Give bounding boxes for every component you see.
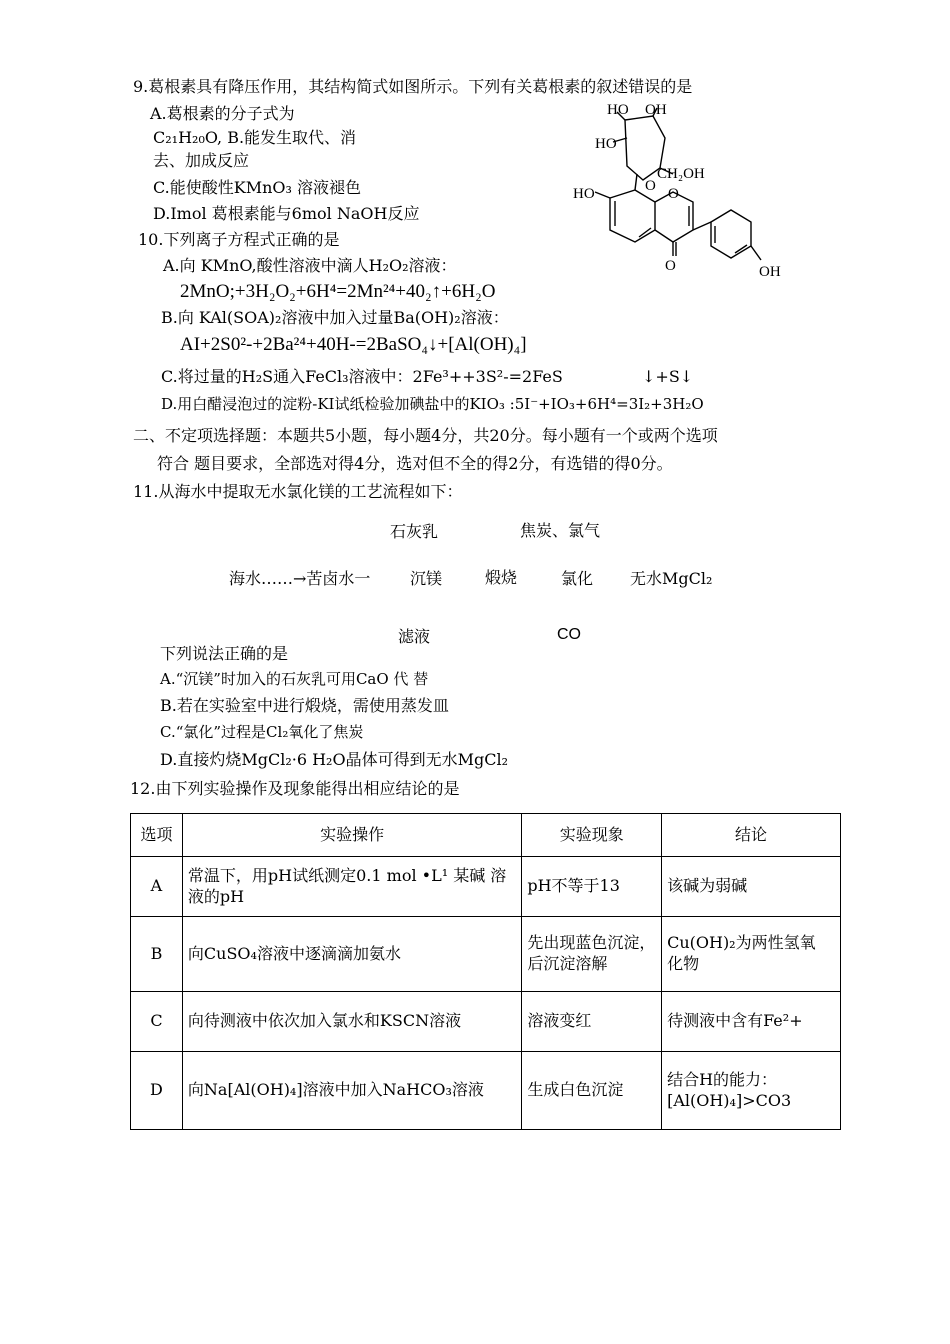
row-operation: 向待测液中依次加入氯水和KSCN溶液 (182, 992, 521, 1052)
table-row (131, 992, 841, 1052)
q9-option-a-line1: A.葛根素的分子式为 (150, 104, 295, 123)
q9-option-a-line2: C₂₁H₂₀O, B.能发生取代、消 (153, 128, 357, 147)
flow-step-calcine: 煅烧 (485, 570, 518, 587)
row-operation: 常温下，用pH试纸测定0.1 mol •L¹ 某碱 溶液的pH (182, 857, 521, 917)
row-option: D (131, 1052, 183, 1130)
mol-oh-phenyl: OH (759, 264, 781, 280)
q11-stem: 11.从海水中提取无水氯化镁的工艺流程如下： (133, 482, 463, 501)
q12-stem: 12.由下列实验操作及现象能得出相应结论的是 (130, 779, 460, 798)
mol-ho-2: HO (595, 136, 617, 152)
mol-ho-3: HO (573, 186, 595, 202)
q10-stem: 10.下列离子方程式正确的是 (138, 230, 340, 249)
q11-prompt: 下列说法正确的是 (160, 644, 289, 663)
q10-option-c: C.将过量的H₂S通入FeCl₃溶液中：2Fe³++3S²-=2FeS (161, 367, 563, 386)
q9-option-d: D.Imol 葛根素能与6mol NaOH反应 (153, 204, 420, 223)
benzene-ring-a (610, 190, 655, 242)
q10-option-d: D.用白醋浸泡过的淀粉-KI试纸检验加碘盐中的KIO₃ :5I⁻+IO₃+6H⁴=3I₂+3H₂O (161, 395, 704, 413)
flow-step-seawater: 海水……→苦卤水一 (229, 569, 371, 588)
table-header-row (131, 814, 841, 857)
header-operation: 实验操作 (182, 814, 521, 857)
q11-option-b: B.若在实验室中进行煅烧，需使用蒸发皿 (160, 696, 449, 715)
q11-option-a: A.“沉镁”时加入的石灰乳可用CaO 代 替 (160, 670, 429, 688)
row-phenomenon: 生成白色沉淀 (522, 1052, 662, 1130)
q11-option-d: D.直接灼烧MgCl₂·6 H₂O晶体可得到无水MgCl₂ (160, 750, 508, 769)
row-phenomenon: pH不等于13 (522, 857, 662, 917)
q9-option-b-line2: 去、加成反应 (153, 151, 250, 170)
header-conclusion: 结论 (662, 814, 841, 857)
q10-option-c-tail: ↓+S↓ (642, 367, 694, 386)
row-option: B (131, 917, 183, 992)
section2-instructions-line2: 符合 题目要求，全部选对得4分，选对但不全的得2分，有选错的得0分。 (157, 454, 673, 473)
row-phenomenon: 溶液变红 (522, 992, 662, 1052)
mol-oh-1: OH (645, 102, 667, 118)
flow-step-anhydrous-mgcl2: 无水MgCl₂ (630, 569, 713, 588)
flow-step-chlorinate: 氯化 (561, 569, 594, 588)
q10-option-a: A.向 KMnO,酸性溶液中滴人H₂O₂溶液： (163, 256, 457, 275)
flow-reagent-coke-chlorine: 焦炭、氯气 (520, 521, 601, 540)
table-row (131, 917, 841, 992)
flow-step-precipitate-mg: 沉镁 (410, 569, 443, 588)
q10-option-a-equation: 2MnO;+3H₂O₂+6H⁴=2Mn²⁴+40₂↑+6H₂O (180, 281, 496, 302)
row-option: A (131, 857, 183, 917)
q9-stem: 9.葛根素具有降压作用，其结构简式如图所示。下列有关葛根素的叙述错误的是 (133, 77, 693, 96)
mol-o-ring: O (668, 186, 679, 202)
header-phenomenon: 实验现象 (522, 814, 662, 857)
mol-ch2oh: CH₂OH (657, 166, 705, 182)
flow-byproduct-filtrate: 滤液 (398, 627, 431, 646)
row-operation: 向CuSO₄溶液中逐滴滴加氨水 (182, 917, 521, 992)
flow-reagent-lime-milk: 石灰乳 (390, 522, 439, 541)
table-row (131, 1052, 841, 1130)
row-conclusion: 该碱为弱碱 (662, 857, 841, 917)
q9-option-c: C.能使酸性KMnO₃ 溶液褪色 (153, 178, 362, 197)
mol-o-carbonyl: O (665, 258, 676, 274)
mol-o-sugar: O (645, 178, 656, 194)
row-option: C (131, 992, 183, 1052)
row-conclusion: Cu(OH)₂为两性氢氧 化物 (662, 917, 841, 992)
row-conclusion: 结合H的能力： [Al(OH)₄]>CO3 (662, 1052, 841, 1130)
table-row (131, 857, 841, 917)
row-conclusion: 待测液中含有Fe²+ (662, 992, 841, 1052)
flow-byproduct-co: CO (557, 626, 581, 643)
experiment-table (130, 813, 841, 1130)
row-operation: 向Na[Al(OH)₄]溶液中加入NaHCO₃溶液 (182, 1052, 521, 1130)
row-phenomenon: 先出现蓝色沉淀，后沉淀溶解 (522, 917, 662, 992)
header-option: 选项 (131, 814, 183, 857)
q10-option-b: B.向 KAl(SOA)₂溶液中加入过量Ba(OH)₂溶液： (161, 308, 509, 327)
q11-option-c: C.“氯化”过程是Cl₂氧化了焦炭 (160, 723, 364, 741)
q10-option-b-equation: AI+2S0²-+2Ba²⁴+40H-=2BaSO₄↓+[Al(OH)₄] (180, 334, 527, 355)
section2-instructions-line1: 二、不定项选择题：本题共5小题，每小题4分，共20分。每小题有一个或两个选项 (133, 426, 718, 445)
phenyl-ring (711, 210, 751, 258)
mol-ho-1: HO (607, 102, 629, 118)
puerarin-structure-diagram (565, 98, 790, 288)
